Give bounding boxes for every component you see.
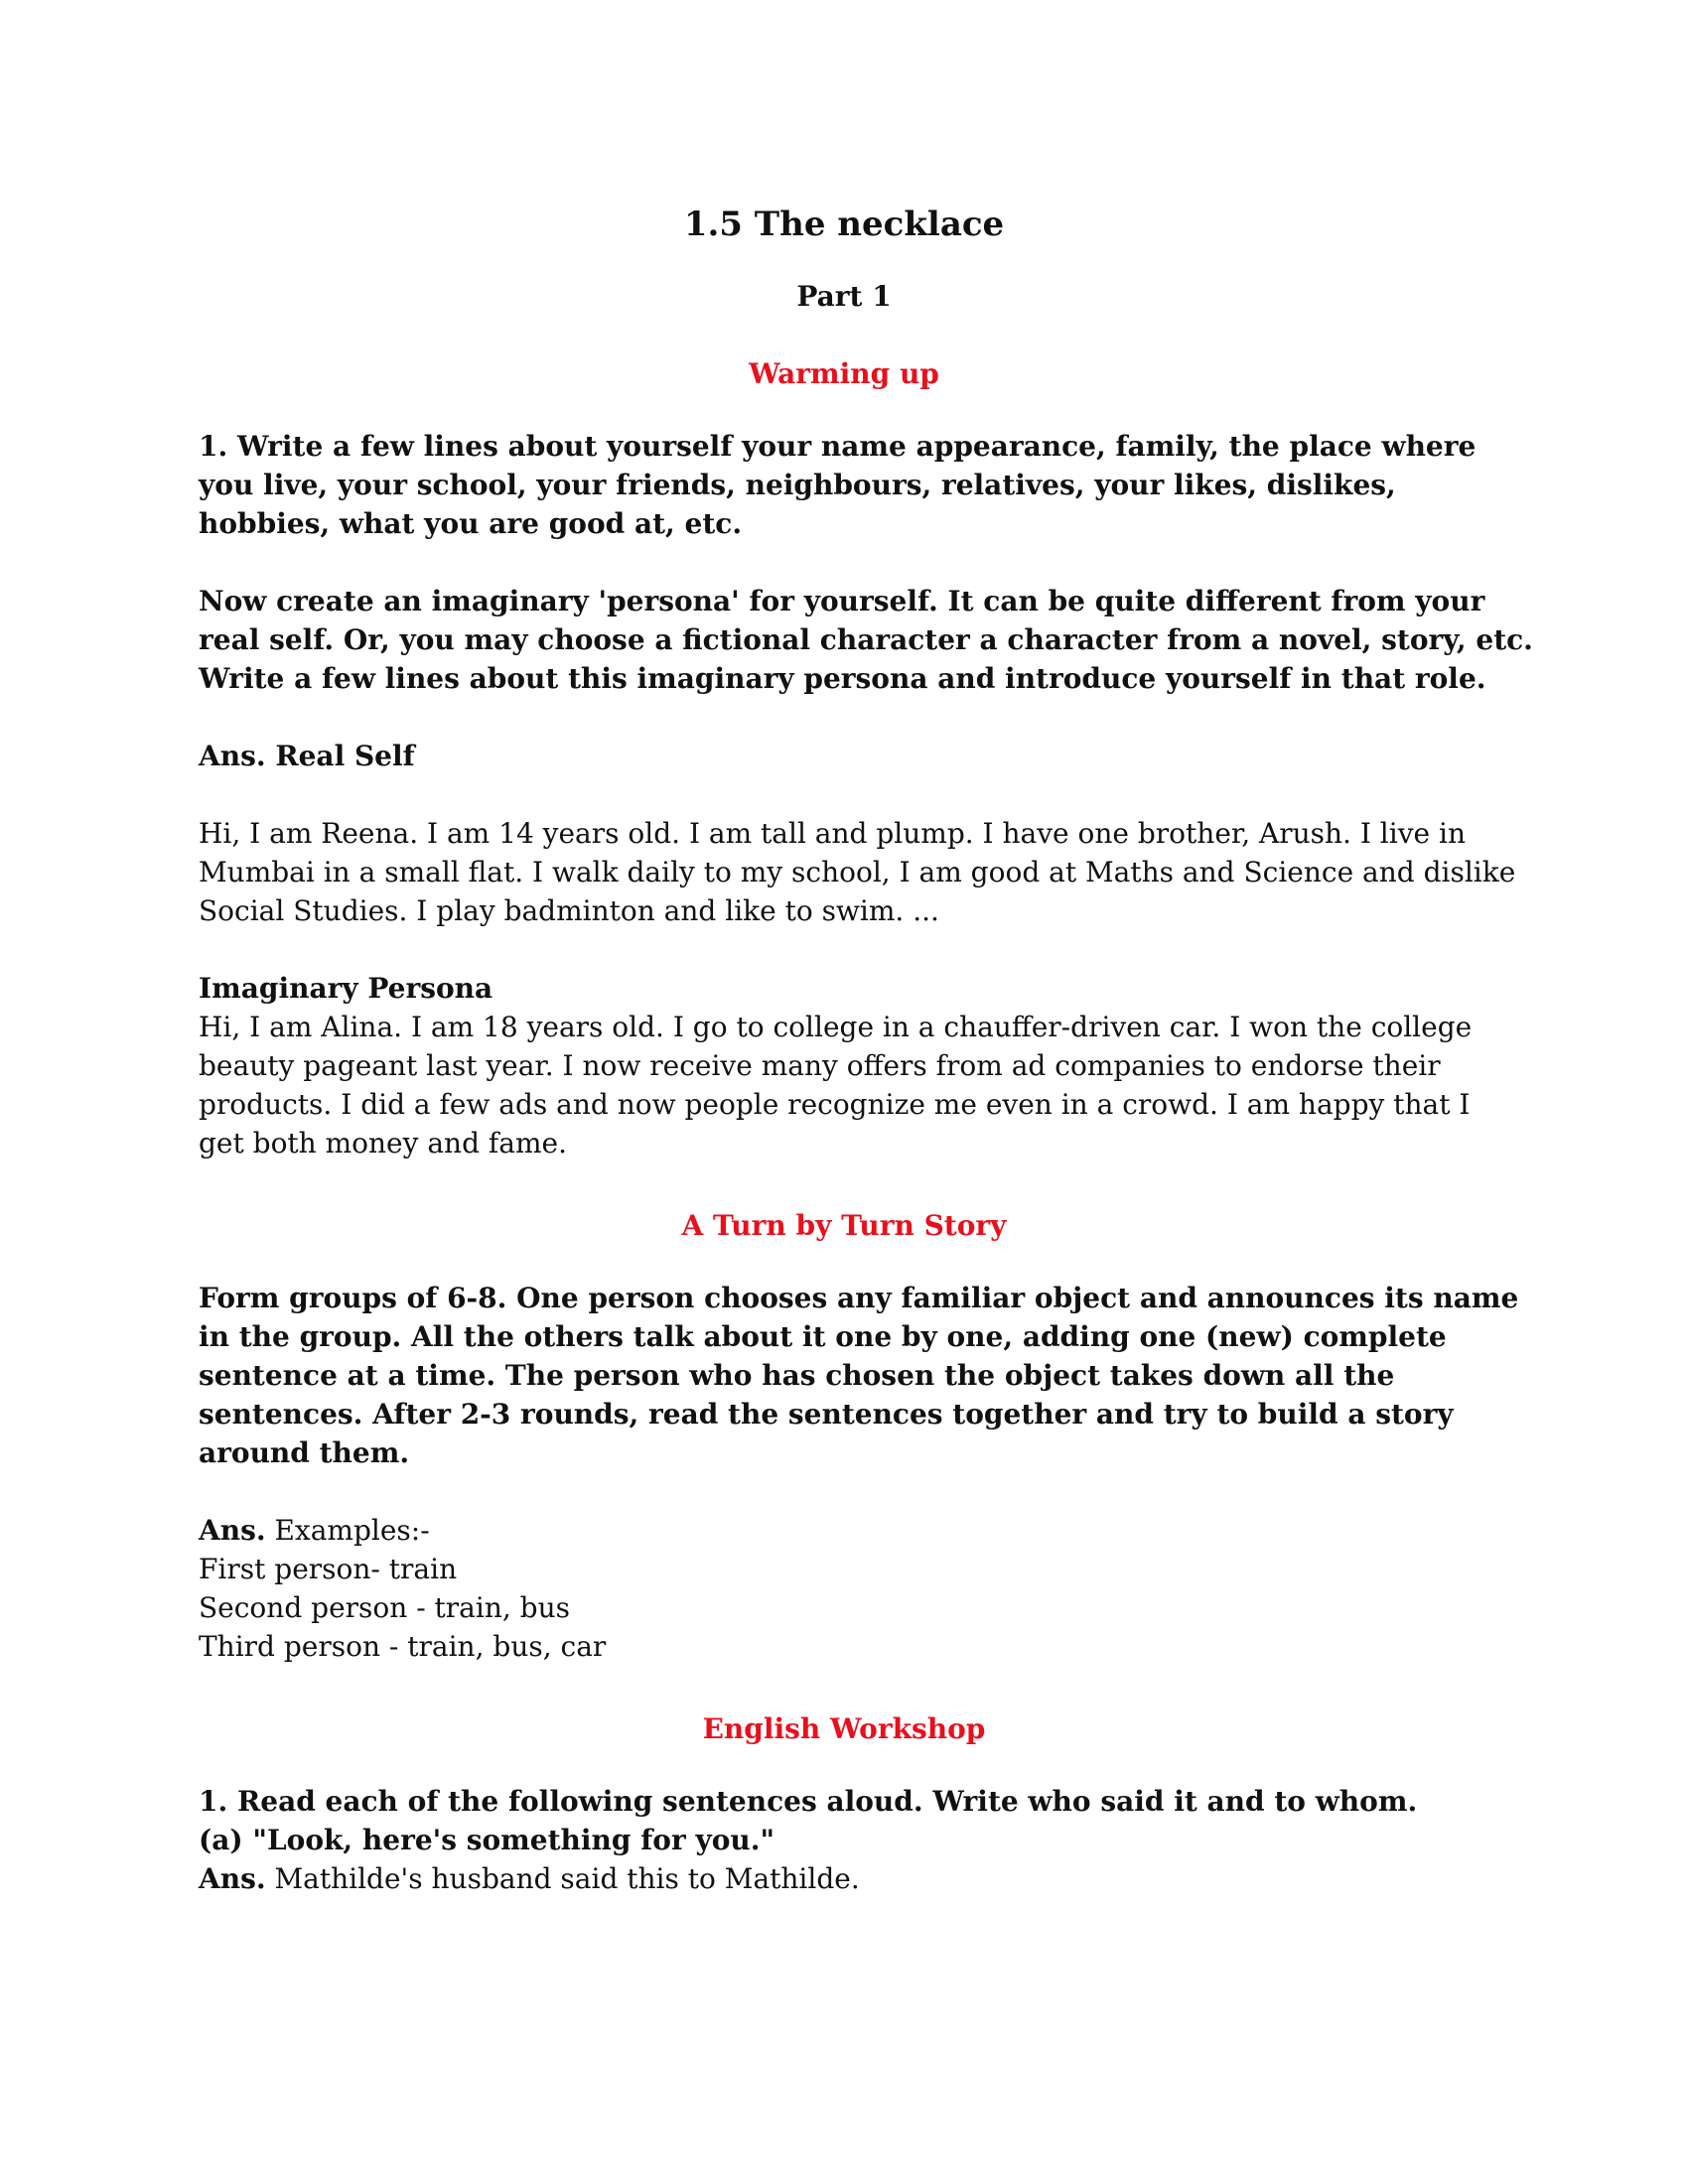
persona-heading: Imaginary Persona <box>199 972 493 1005</box>
text-line: beauty pageant last year. I now receive many offers from ad companies to endorse their <box>199 1049 1441 1082</box>
text-line: sentence at a time. The person who has chosen the object takes down all the <box>199 1359 1395 1392</box>
answer-line <box>199 1859 1489 1898</box>
turn-story-answer <box>199 1511 1489 1666</box>
text-line: in the group. All the others talk about it one by one, adding one (new) complete <box>199 1320 1447 1353</box>
text-line: Form groups of 6-8. One person chooses any familiar object and announces its name <box>199 1282 1519 1314</box>
answer-real-self <box>199 814 1516 930</box>
text-line: real self. Or, you may choose a fictional character a character from a novel, story, etc. <box>199 623 1533 656</box>
answer-text: Examples:- <box>265 1514 430 1547</box>
text-line: 1. Write a few lines about yourself your name appearance, family, the place where <box>199 430 1477 463</box>
text-line: Hi, I am Alina. I am 18 years old. I go to college in a chauffer-driven car. I won the college <box>199 1011 1473 1043</box>
answer-label: Ans. <box>199 1514 266 1547</box>
example-line: Second person - train, bus <box>199 1591 570 1624</box>
page-title: 1.5 The necklace <box>683 205 1005 244</box>
question-persona <box>199 582 1533 698</box>
text-line: Mumbai in a small flat. I walk daily to my school, I am good at Maths and Science and dislike <box>199 856 1516 888</box>
workshop-question-1 <box>199 1782 1489 1898</box>
answer-imaginary-persona <box>199 969 1489 1162</box>
document-page <box>199 195 1533 1898</box>
example-line: Third person - train, bus, car <box>199 1630 607 1663</box>
text-line: Now create an imaginary 'persona' for yourself. It can be quite different from your <box>199 585 1485 617</box>
turn-story-question <box>199 1279 1519 1472</box>
section-heading-english-workshop: English Workshop <box>702 1712 986 1745</box>
part-label: Part 1 <box>796 280 892 313</box>
text-line: Social Studies. I play badminton and like to swim. ... <box>199 894 939 927</box>
text-line: sentences. After 2-3 rounds, read the sentences together and try to build a story <box>199 1398 1454 1431</box>
answer-line <box>199 1511 1489 1550</box>
text-line: you live, your school, your friends, neighbours, relatives, your likes, dislikes, <box>199 469 1396 501</box>
question-sub-a: (a) "Look, here's something for you." <box>199 1824 775 1856</box>
answer-real-self-label: Ans. Real Self <box>199 740 415 772</box>
text-line: products. I did a few ads and now people recognize me even in a crowd. I am happy that I <box>199 1088 1471 1121</box>
section-heading-turn-story: A Turn by Turn Story <box>681 1209 1007 1242</box>
answer-text: Mathilde's husband said this to Mathilde. <box>265 1862 860 1895</box>
answer-label: Ans. <box>199 1862 266 1895</box>
question-1 <box>199 427 1489 543</box>
example-line: First person- train <box>199 1553 458 1585</box>
question-text: 1. Read each of the following sentences aloud. Write who said it and to whom. <box>199 1785 1418 1818</box>
text-line: hobbies, what you are good at, etc. <box>199 507 743 540</box>
text-line: Hi, I am Reena. I am 14 years old. I am tall and plump. I have one brother, Arush. I live in <box>199 817 1466 850</box>
text-line: around them. <box>199 1436 410 1469</box>
section-heading-warming-up: Warming up <box>749 357 939 390</box>
text-line: Write a few lines about this imaginary persona and introduce yourself in that role. <box>199 662 1486 695</box>
text-line: get both money and fame. <box>199 1127 567 1160</box>
